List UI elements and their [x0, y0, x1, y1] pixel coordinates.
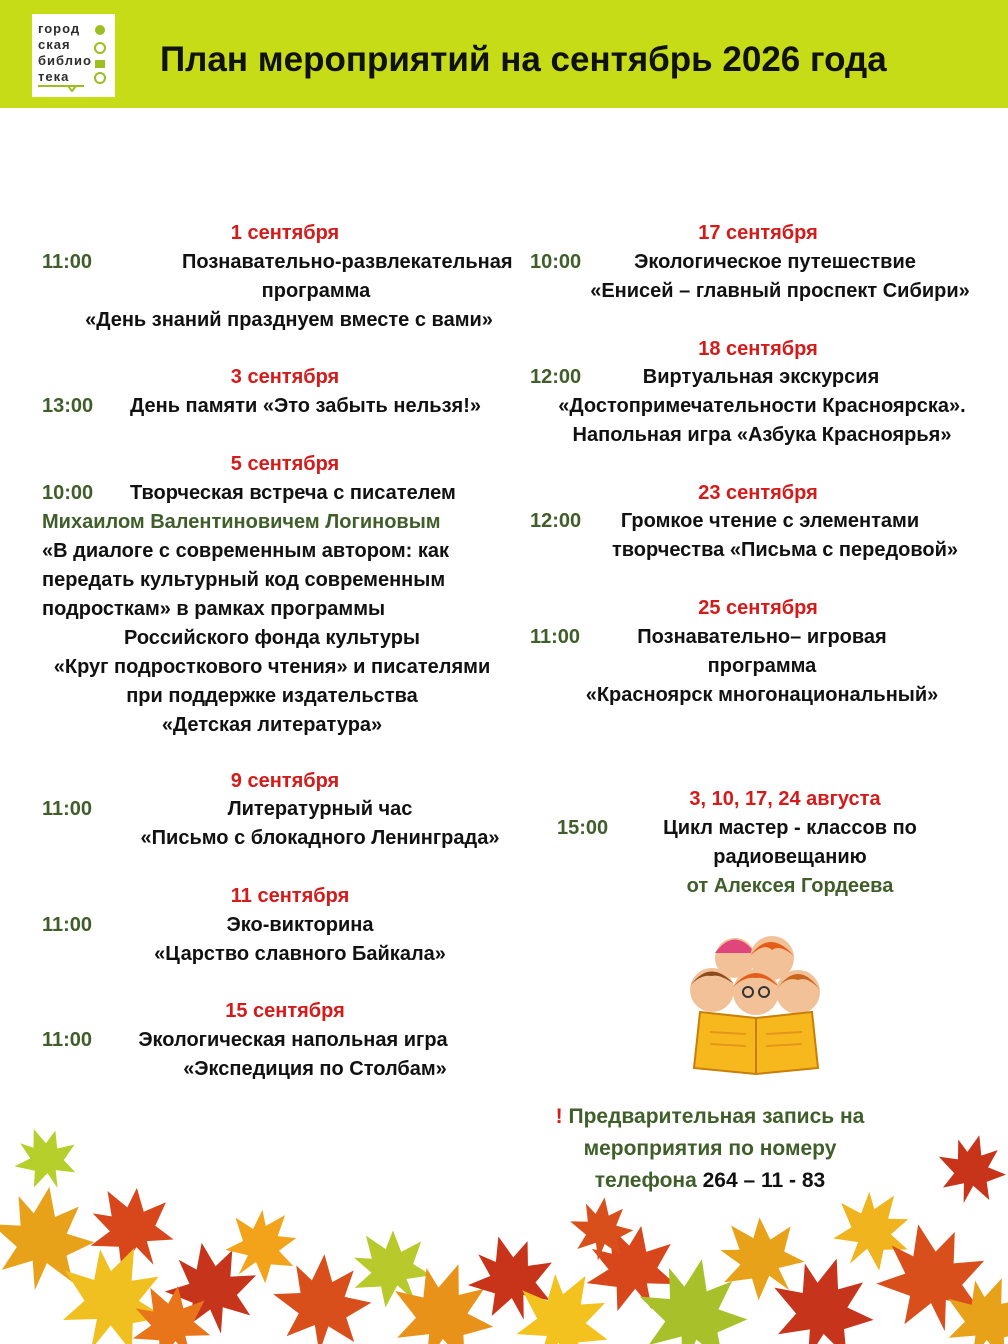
event-time: 15:00 — [557, 817, 609, 839]
logo-line: библио — [38, 53, 92, 68]
event-line: «Круг подросткового чтения» и писателями — [53, 656, 491, 678]
event-description — [640, 814, 940, 901]
logo-doodles-icon — [90, 22, 110, 84]
event-line: программа — [261, 280, 371, 302]
event-time: 11:00 — [42, 914, 93, 936]
event-date: 15 сентября — [225, 1000, 345, 1022]
event-line: Цикл мастер - классов по — [663, 817, 917, 839]
event-date: 3 сентября — [230, 366, 340, 388]
event-line: программа — [707, 655, 817, 677]
event-description — [42, 795, 538, 853]
logo-line: тека — [38, 69, 70, 84]
event-line: Громкое чтение с элементами — [620, 510, 920, 532]
event-line: от Алексея Гордеева — [686, 875, 894, 897]
event-line: Познавательно– игровая — [637, 626, 887, 648]
maple-leaf-icon — [0, 1120, 1008, 1344]
event-time: 11:00 — [42, 251, 93, 273]
event-description — [560, 623, 964, 710]
header-bar — [0, 0, 1008, 108]
event-line: творчества «Письма с передовой» — [611, 539, 959, 561]
exclamation-mark: ! — [555, 1105, 563, 1128]
event-time: 12:00 — [530, 366, 582, 388]
event-date: 1 сентября — [230, 222, 340, 244]
event-time: 12:00 — [530, 510, 582, 532]
logo-line: ская — [38, 37, 71, 52]
notice-line: телефона — [594, 1169, 697, 1192]
event-date: 18 сентября — [698, 338, 818, 360]
event-date: 11 сентября — [230, 885, 350, 907]
event-date: 9 сентября — [230, 770, 340, 792]
notice-line: мероприятия по номеру — [583, 1137, 837, 1160]
event-line: Напольная игра «Азбука Красноярья» — [572, 424, 952, 446]
event-line: «Енисей – главный проспект Сибири» — [590, 280, 970, 302]
event-line: «День знаний празднуем вместе с вами» — [85, 309, 493, 331]
event-time: 10:00 — [530, 251, 582, 273]
event-line: Литературный час — [227, 798, 413, 820]
event-line: «Детская литература» — [161, 714, 383, 736]
event-description — [570, 248, 990, 306]
event-line: передать культурный код современным — [42, 569, 446, 591]
event-line: Эко-викторина — [226, 914, 374, 936]
event-time: 11:00 — [42, 1029, 93, 1051]
event-line: радиовещанию — [713, 846, 867, 868]
event-description — [590, 507, 980, 565]
kids-reading-illustration — [680, 928, 830, 1078]
event-line: Российского фонда культуры — [123, 627, 421, 649]
event-line: «Красноярск многонациональный» — [585, 684, 939, 706]
event-description — [42, 911, 498, 969]
event-time: 10:00 — [42, 482, 94, 504]
logo-line: город — [38, 21, 81, 36]
author-name: Михаилом Валентиновичем Логиновым — [42, 511, 441, 533]
event-time: 11:00 — [42, 798, 93, 820]
event-date: 23 сентября — [698, 482, 818, 504]
event-line: «Царство славного Байкала» — [154, 943, 446, 965]
event-date: 5 сентября — [230, 453, 340, 475]
event-date: 17 сентября — [698, 222, 818, 244]
event-line: Познавательно-развлекательная — [182, 251, 513, 273]
notice-line: Предварительная запись на — [568, 1105, 865, 1128]
event-description — [540, 363, 984, 450]
event-date: 3, 10, 17, 24 августа — [689, 788, 881, 810]
autumn-leaves-border — [0, 1120, 1008, 1344]
event-line: Экологическое путешествие — [634, 251, 916, 273]
logo-underline-icon — [38, 84, 88, 92]
event-description — [120, 1026, 466, 1084]
library-logo — [32, 14, 115, 97]
event-line: «Экспедиция по Столбам» — [183, 1058, 447, 1080]
event-time: 13:00 — [42, 395, 94, 417]
event-line: Творческая встреча с писателем — [130, 482, 456, 504]
event-line: «Достопримечательности Красноярска». — [558, 395, 966, 417]
event-description — [42, 479, 502, 740]
event-line: при поддержке издательства — [126, 685, 418, 707]
event-line: Виртуальная экскурсия — [642, 366, 880, 388]
event-line: Экологическая напольная игра — [138, 1029, 448, 1051]
event-line: подросткам» в рамках программы — [42, 598, 386, 620]
phone-number: 264 – 11 - 83 — [702, 1169, 826, 1192]
event-line: «В диалоге с современным автором: как — [42, 540, 450, 562]
event-line: «Письмо с блокадного Ленинграда» — [140, 827, 500, 849]
event-date: 25 сентября — [698, 597, 818, 619]
event-description — [130, 392, 481, 421]
event-time: 11:00 — [530, 626, 581, 648]
page-title: План мероприятий на сентябрь 2026 года — [160, 40, 887, 79]
event-line: День памяти «Это забыть нельзя!» — [130, 395, 481, 417]
event-description — [42, 248, 518, 335]
